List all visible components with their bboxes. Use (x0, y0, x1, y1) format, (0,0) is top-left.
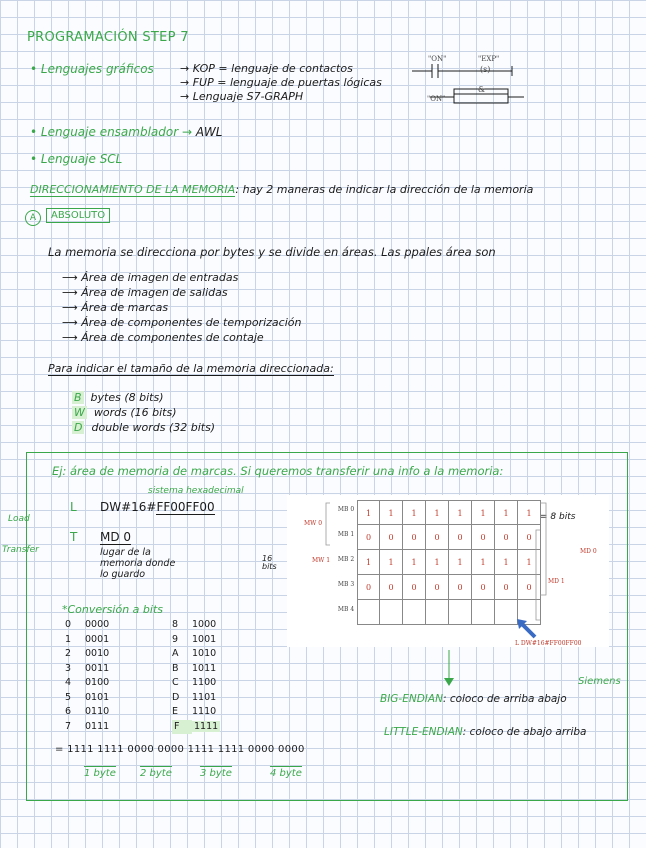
row-bracket-lines (290, 500, 612, 630)
scl-language: • Lenguaje SCL (30, 152, 123, 166)
graphic-languages-label: • Lenguajes gráficos (30, 62, 154, 76)
transfer-instruction: MD 0 (100, 530, 132, 544)
md0-label: MD 0 (580, 548, 597, 555)
area-item: ⟶ Área de componentes de temporización (62, 316, 302, 329)
page-title: PROGRAMACIÓN STEP 7 (27, 30, 189, 45)
transfer-letter: T (70, 530, 78, 544)
fup-on-label: "ON" (427, 95, 446, 103)
memory-bit-cell: 0 (403, 575, 426, 600)
transfer-label: Transfer (2, 545, 39, 555)
memory-description: La memoria se direcciona por bytes y se divide en áreas. Las ppales área son (48, 245, 496, 259)
memory-bit-cell: 0 (472, 525, 495, 550)
memory-bit-cell: 1 (380, 500, 403, 525)
conversion-row: 1 0001 (65, 633, 110, 645)
load-label: Load (8, 514, 30, 524)
assembly-language: • Lenguaje ensamblador → AWL (30, 125, 223, 139)
memory-bit-cell: 0 (449, 575, 472, 600)
memory-bit-cell: 0 (518, 575, 541, 600)
memory-bit-cell: 1 (357, 550, 380, 575)
memory-row-label: MB 2 (337, 556, 355, 563)
areas-list (62, 270, 301, 345)
conversion-row: 8 1000 (172, 619, 217, 630)
memory-bit-cell: 1 (403, 500, 426, 525)
area-item: ⟶ Área de componentes de contaje (62, 331, 264, 344)
conversion-row: 3 0011 (65, 662, 110, 674)
memory-bit-cell: 1 (380, 550, 403, 575)
byte-label-4: 4 byte (270, 768, 302, 779)
graphic-lang-item: → KOP = lenguaje de contactos (180, 62, 353, 75)
fup-amp-label: & (478, 85, 486, 94)
little-endian: LITTLE-ENDIAN: coloco de abajo arriba (384, 726, 587, 738)
addressing-line: DIRECCIONAMIENTO DE LA MEMORIA: hay 2 maneras de indicar la dirección de la memoria (30, 183, 534, 196)
transfer-note: lugar de la memoria donde lo guardo (100, 547, 176, 580)
arrow-icon (515, 617, 537, 639)
graphic-lang-item: → FUP = lenguaje de puertas lógicas (180, 76, 382, 89)
size-item: B bytes (8 bits) (74, 391, 164, 404)
memory-bit-cell: 1 (495, 500, 518, 525)
memory-bit-cell: 0 (426, 575, 449, 600)
memory-bit-cell: 0 (472, 575, 495, 600)
area-item: ⟶ Área de marcas (62, 301, 169, 314)
size-item: W words (16 bits) (74, 406, 177, 419)
size-heading: Para indicar el tamaño de la memoria direccionada: (48, 362, 334, 375)
memory-bit-cell: 0 (357, 525, 380, 550)
conversion-row: F 1111 (172, 720, 220, 735)
conversion-right (172, 618, 220, 734)
byte-label-2: 2 byte (140, 768, 172, 779)
absolute-marker: A (25, 210, 41, 226)
memory-bit-cell: 0 (380, 525, 403, 550)
memory-row-label: MB 1 (337, 531, 355, 538)
conversion-row: 6 0110 (65, 706, 110, 717)
conversion-row: A 1010 (172, 648, 217, 659)
memory-bit-cell: 0 (357, 575, 380, 600)
memory-row-label: MB 4 (337, 606, 355, 613)
memory-bit-cell: 0 (380, 575, 403, 600)
memory-bit-cell: 0 (426, 525, 449, 550)
mw0-label: MW 0 (304, 520, 323, 527)
area-item: ⟶ Área de imagen de salidas (62, 286, 228, 299)
conversion-row: D 1101 (172, 691, 217, 703)
kop-exp-label: "EXP" (478, 55, 500, 63)
byte-label-3: 3 byte (200, 768, 232, 779)
memory-bit-cell: 1 (518, 500, 541, 525)
graphic-languages-list (180, 62, 382, 104)
memory-bit-cell: 1 (472, 500, 495, 525)
kop-on-label: "ON" (428, 55, 447, 63)
md1-label: MD 1 (548, 578, 565, 585)
memory-bit-cell: 1 (426, 500, 449, 525)
byte-label-1: 1 byte (84, 768, 116, 779)
conversion-row: 0 0000 (65, 619, 110, 630)
conversion-row: 4 0100 (65, 677, 110, 688)
conversion-left (65, 618, 109, 734)
memory-bit-cell: 1 (426, 550, 449, 575)
memory-bit-cell: 0 (449, 525, 472, 550)
big-endian: BIG-ENDIAN: coloco de arriba abajo (380, 693, 567, 705)
conversion-row: 2 0010 (65, 648, 110, 659)
hex-note: sistema hexadecimal (148, 486, 244, 496)
graphic-lang-item: → Lenguaje S7-GRAPH (180, 90, 304, 103)
bits8-label: = 8 bits (540, 512, 576, 522)
mw1-label: MW 1 (312, 557, 331, 564)
siemens-note: Siemens (578, 676, 621, 687)
load-instruction: DW#16#FF00FF00 (100, 500, 215, 514)
conversion-row: C 1100 (172, 677, 217, 688)
memory-row-label: MB 3 (337, 581, 355, 588)
memory-bit-cell: 0 (518, 525, 541, 550)
conversion-row: E 1110 (172, 706, 217, 717)
kop-contact-icon (412, 62, 522, 80)
size-item: D double words (32 bits) (74, 421, 216, 434)
example-title: Ej: área de memoria de marcas. Si queremos transferir una info a la memoria: (52, 464, 504, 478)
load-letter: L (70, 500, 77, 514)
bits16-label: 16 bits (262, 554, 277, 571)
down-arrow-icon (442, 650, 456, 688)
memory-bit-cell: 1 (472, 550, 495, 575)
absolute-label: ABSOLUTO (46, 208, 110, 223)
conversion-row: 9 1001 (172, 633, 217, 645)
conversion-row: 7 0111 (65, 720, 110, 732)
diagram-caption: L DW#16#FF00FF00 (515, 640, 582, 647)
binary-result: = 1111 1111 0000 0000 1111 1111 0000 0000 (55, 744, 305, 755)
memory-bit-cell: 1 (495, 550, 518, 575)
memory-row-label: MB 0 (337, 506, 355, 513)
memory-bit-cell: 0 (495, 525, 518, 550)
memory-bit-cell: 0 (495, 575, 518, 600)
memory-bit-cell: 1 (449, 500, 472, 525)
memory-bit-cell: 1 (518, 550, 541, 575)
conversion-row: B 1011 (172, 662, 217, 674)
memory-bit-cell: 1 (449, 550, 472, 575)
memory-bit-cell: 1 (357, 500, 380, 525)
area-item: ⟶ Área de imagen de entradas (62, 271, 239, 284)
kop-coil-label: (s) (480, 65, 491, 74)
memory-bit-cell: 0 (403, 525, 426, 550)
size-list (72, 390, 215, 435)
conversion-heading: *Conversión a bits (62, 603, 163, 616)
conversion-row: 5 0101 (65, 691, 110, 703)
memory-bit-cell: 1 (403, 550, 426, 575)
